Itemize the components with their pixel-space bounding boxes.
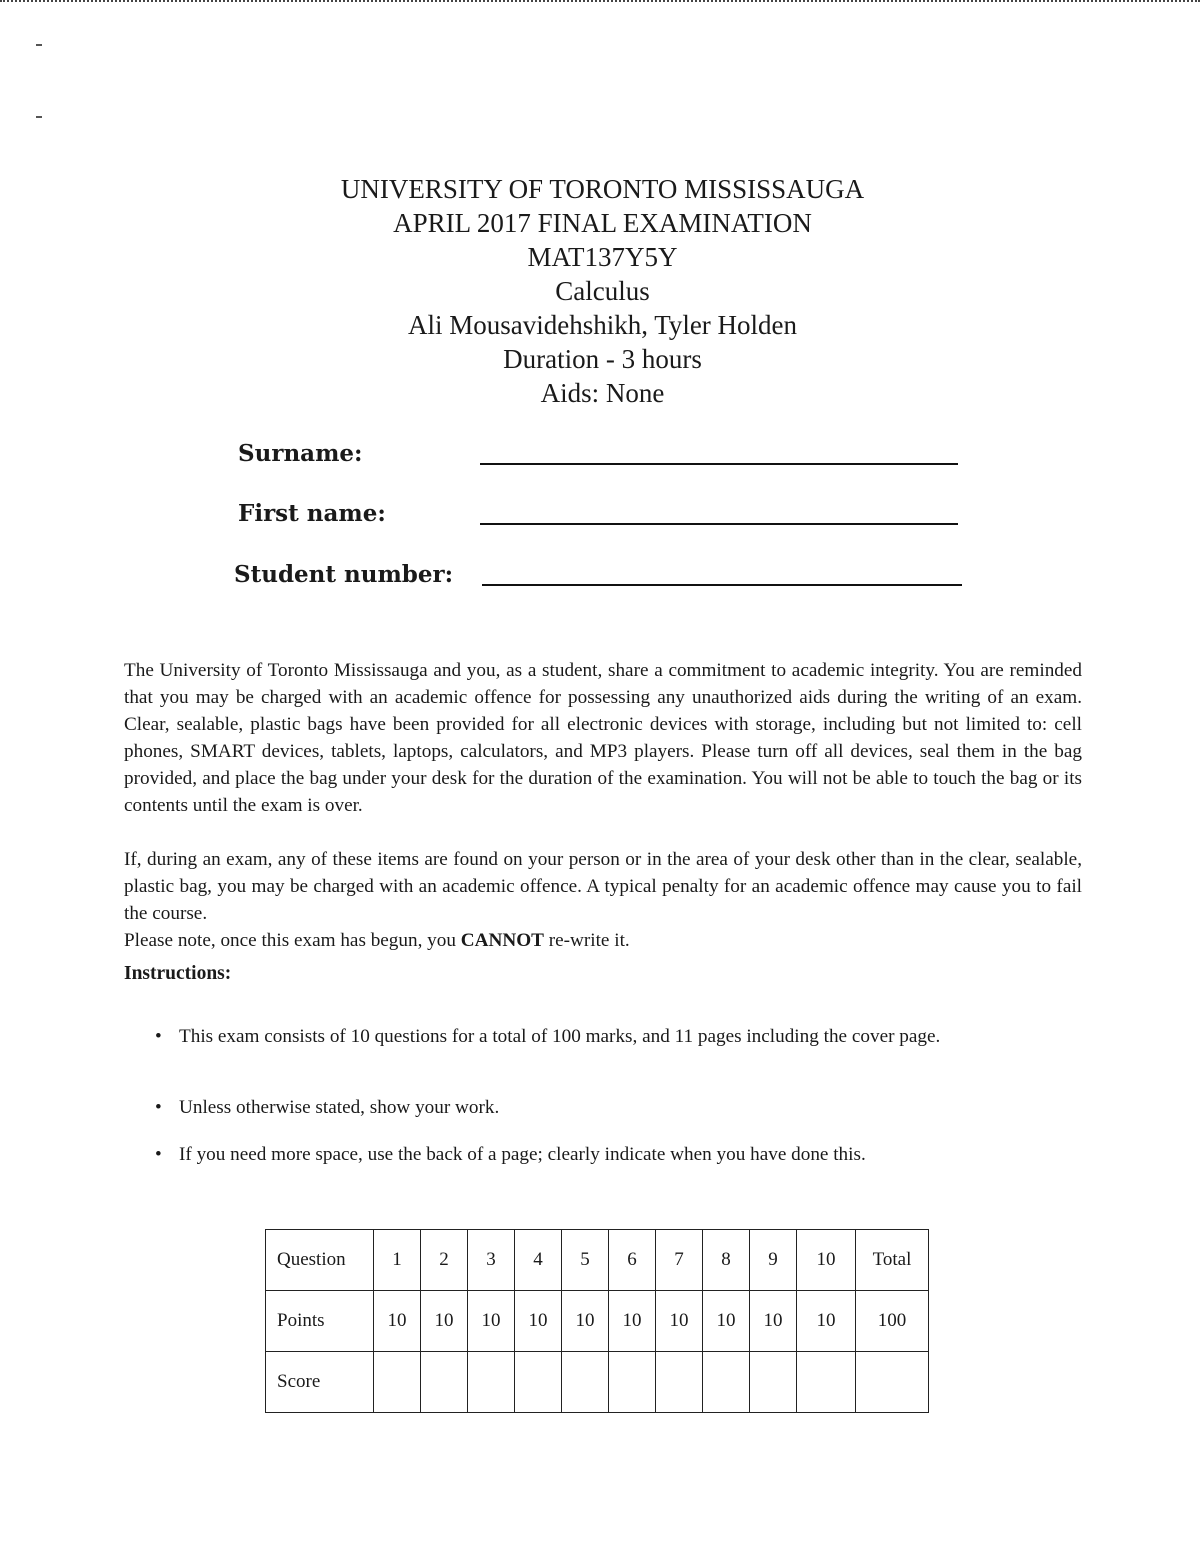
row-label-question: Question bbox=[266, 1230, 374, 1291]
rewrite-notice bbox=[124, 927, 1082, 954]
points-cell: 10 bbox=[515, 1291, 562, 1352]
points-row bbox=[266, 1291, 929, 1352]
points-cell: 10 bbox=[468, 1291, 515, 1352]
surname-label: Surname: bbox=[238, 440, 363, 467]
question-cell: 7 bbox=[656, 1230, 703, 1291]
question-cell: 6 bbox=[609, 1230, 656, 1291]
question-cell: 4 bbox=[515, 1230, 562, 1291]
question-cell: 8 bbox=[703, 1230, 750, 1291]
points-cell: 10 bbox=[609, 1291, 656, 1352]
question-cell: 2 bbox=[421, 1230, 468, 1291]
score-cell[interactable] bbox=[656, 1352, 703, 1413]
student-number-label: Student number: bbox=[234, 561, 454, 588]
score-cell[interactable] bbox=[609, 1352, 656, 1413]
instruction-text: If you need more space, use the back of a page; clearly indicate when you have done this. bbox=[179, 1144, 866, 1165]
score-cell[interactable] bbox=[562, 1352, 609, 1413]
exam-aids: Aids: None bbox=[540, 378, 665, 408]
question-cell: 3 bbox=[468, 1230, 515, 1291]
instructions-heading: Instructions: bbox=[124, 963, 232, 984]
surname-field[interactable] bbox=[480, 463, 958, 465]
score-cell[interactable] bbox=[750, 1352, 797, 1413]
first-name-field[interactable] bbox=[480, 523, 958, 525]
instruction-text: Unless otherwise stated, show your work. bbox=[179, 1097, 500, 1118]
scan-speck bbox=[36, 44, 42, 46]
question-row bbox=[266, 1230, 929, 1291]
bullet-icon: • bbox=[155, 1144, 162, 1165]
points-cell: 10 bbox=[750, 1291, 797, 1352]
score-cell[interactable] bbox=[515, 1352, 562, 1413]
row-label-points: Points bbox=[266, 1291, 374, 1352]
score-row bbox=[266, 1352, 929, 1413]
question-cell: 5 bbox=[562, 1230, 609, 1291]
instructors: Ali Mousavidehshikh, Tyler Holden bbox=[407, 310, 798, 340]
student-number-field[interactable] bbox=[482, 584, 962, 586]
bullet-icon: • bbox=[155, 1097, 162, 1118]
points-cell: 10 bbox=[374, 1291, 421, 1352]
score-cell[interactable] bbox=[468, 1352, 515, 1413]
exam-session: APRIL 2017 FINAL EXAMINATION bbox=[393, 208, 812, 238]
rewrite-notice-text-end: re-write it. bbox=[543, 930, 630, 951]
points-cell: 10 bbox=[421, 1291, 468, 1352]
instruction-item bbox=[155, 1094, 1083, 1121]
course-name: Calculus bbox=[555, 276, 650, 306]
points-cell: 10 bbox=[656, 1291, 703, 1352]
score-cell[interactable] bbox=[797, 1352, 856, 1413]
offence-paragraph: If, during an exam, any of these items are found on your person or in the area of your desk other than in the clear, sealable, plastic bag, you may be charged with an academic offence. A typical penalty for an academic offence may cause you to fail the course. bbox=[124, 849, 1082, 924]
points-cell: 10 bbox=[797, 1291, 856, 1352]
score-cell[interactable] bbox=[703, 1352, 750, 1413]
exam-duration: Duration - 3 hours bbox=[503, 344, 702, 374]
scan-artifact-top-edge bbox=[0, 0, 1200, 6]
score-cell[interactable] bbox=[374, 1352, 421, 1413]
university-name: UNIVERSITY OF TORONTO MISSISSAUGA bbox=[340, 174, 865, 204]
course-code: MAT137Y5Y bbox=[527, 242, 678, 272]
points-cell: 10 bbox=[562, 1291, 609, 1352]
first-name-label: First name: bbox=[238, 500, 386, 527]
rewrite-notice-text: Please note, once this exam has begun, you bbox=[124, 930, 461, 951]
instruction-text: This exam consists of 10 questions for a total of 100 marks, and 11 pages including the cover page. bbox=[179, 1026, 941, 1047]
score-cell[interactable] bbox=[421, 1352, 468, 1413]
academic-integrity-paragraph: The University of Toronto Mississauga and you, as a student, share a commitment to academic integrity. You are reminded that you may be charged with an academic offence for possessing any unauthorized aids during the writing of an exam. Clear, sealable, plastic bags have been provided for all electronic devices with storage, including but not limited to: cell phones, SMART devices, tablets, laptops, calculators, and MP3 players. Please turn off all devices, seal them in the bag provided, and place the bag under your desk for the duration of the examination. You will not be able to touch the bag or its contents until the exam is over. bbox=[124, 660, 1082, 816]
grade-table bbox=[265, 1229, 929, 1413]
points-cell: 10 bbox=[703, 1291, 750, 1352]
rewrite-notice-emphasis: CANNOT bbox=[460, 930, 544, 951]
instruction-item bbox=[155, 1141, 1083, 1168]
bullet-icon: • bbox=[155, 1026, 162, 1047]
score-cell-total[interactable] bbox=[856, 1352, 929, 1413]
instruction-item bbox=[155, 1023, 1083, 1050]
question-cell-total: Total bbox=[856, 1230, 929, 1291]
question-cell: 9 bbox=[750, 1230, 797, 1291]
exam-title-block bbox=[200, 172, 1005, 410]
scan-speck bbox=[36, 116, 42, 118]
points-cell-total: 100 bbox=[856, 1291, 929, 1352]
row-label-score: Score bbox=[266, 1352, 374, 1413]
question-cell: 1 bbox=[374, 1230, 421, 1291]
question-cell: 10 bbox=[797, 1230, 856, 1291]
